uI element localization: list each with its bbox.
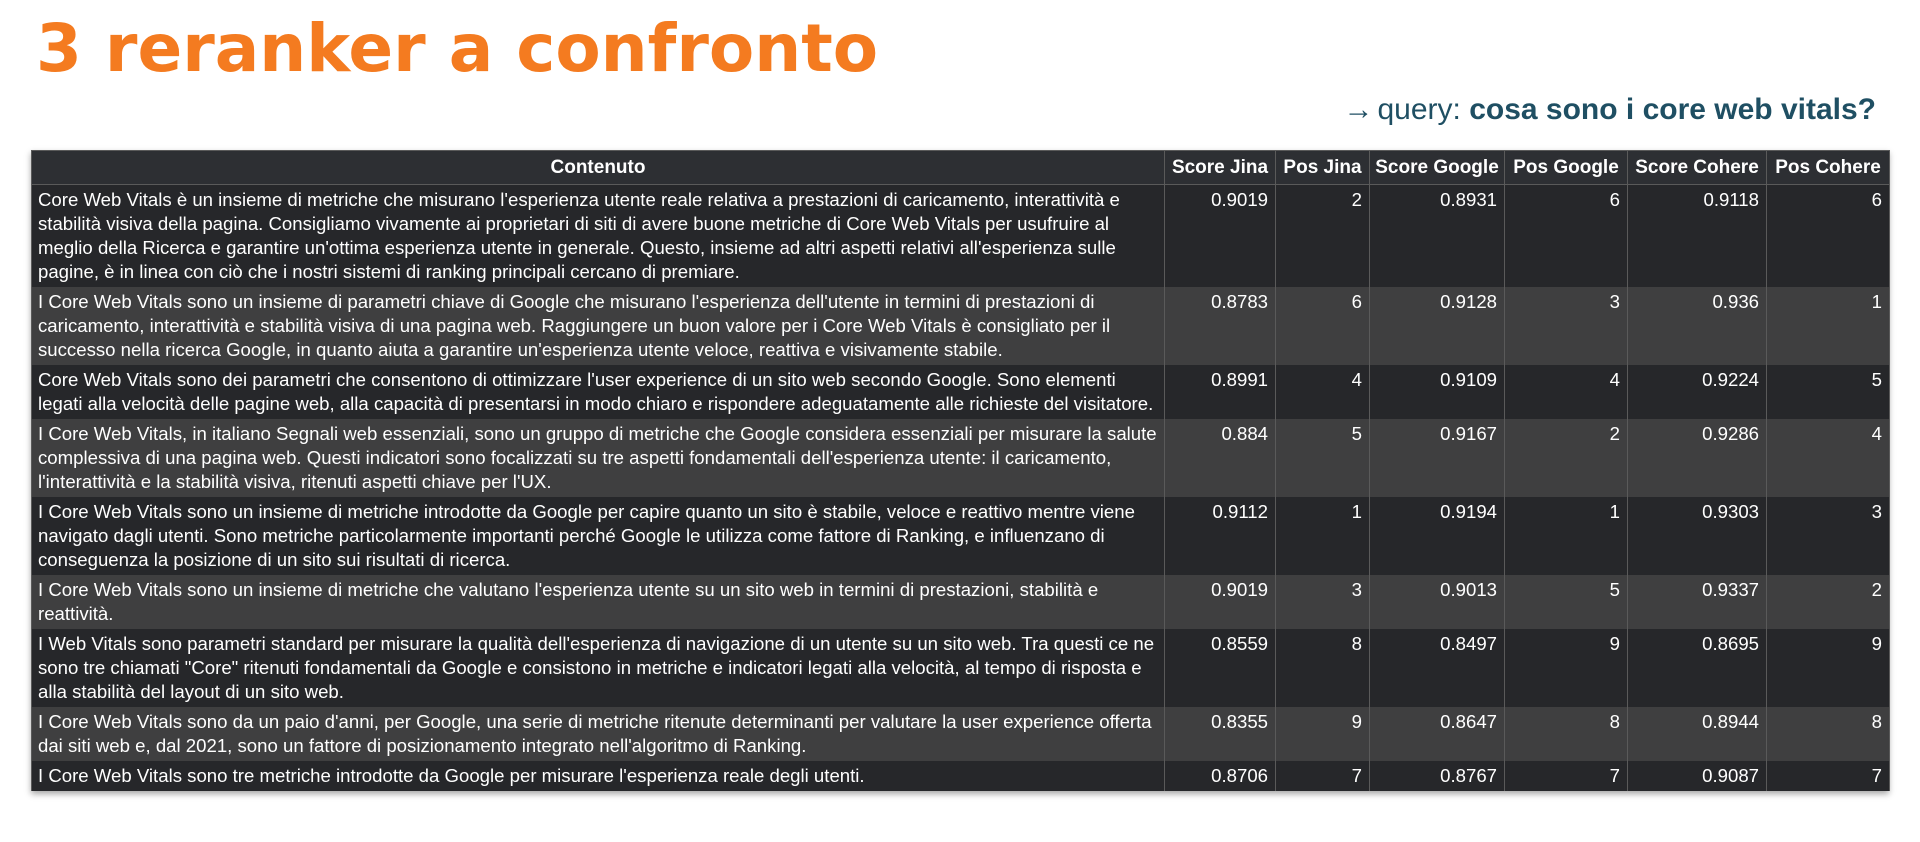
table-row [32, 287, 1890, 365]
cell-score-cohere: 0.8944 [1628, 707, 1767, 761]
query-label: query: [1377, 93, 1461, 126]
cell-content: I Core Web Vitals, in italiano Segnali web essenziali, sono un gruppo di metriche che Google considera essenziali per misurare la salute complessiva di una pagina web. Questi indicatori sono focalizzati su tre aspetti fondamentali dell'esperienza utente: il caricamento, l'interattività e la stabilità visiva, ritenuti aspetti chiave per l'UX. [32, 419, 1165, 497]
cell-pos-google: 5 [1505, 575, 1628, 629]
comparison-table-container [31, 150, 1889, 791]
cell-pos-jina: 7 [1276, 761, 1370, 791]
cell-score-google: 0.9194 [1370, 497, 1505, 575]
cell-score-google: 0.9013 [1370, 575, 1505, 629]
cell-pos-cohere: 6 [1767, 185, 1890, 288]
cell-score-jina: 0.9112 [1165, 497, 1276, 575]
cell-pos-google: 1 [1505, 497, 1628, 575]
column-header-pos-google: Pos Google [1505, 151, 1628, 185]
table-row [32, 761, 1890, 791]
cell-score-google: 0.9109 [1370, 365, 1505, 419]
cell-pos-jina: 3 [1276, 575, 1370, 629]
cell-pos-cohere: 1 [1767, 287, 1890, 365]
table-header-row [32, 151, 1890, 185]
cell-pos-google: 3 [1505, 287, 1628, 365]
cell-content: I Core Web Vitals sono tre metriche introdotte da Google per misurare l'esperienza reale degli utenti. [32, 761, 1165, 791]
column-header-score-cohere: Score Cohere [1628, 151, 1767, 185]
query-line [1343, 86, 1876, 134]
cell-pos-jina: 9 [1276, 707, 1370, 761]
cell-pos-jina: 8 [1276, 629, 1370, 707]
table-row [32, 365, 1890, 419]
cell-pos-google: 9 [1505, 629, 1628, 707]
cell-content: Core Web Vitals sono dei parametri che consentono di ottimizzare l'user experience di un sito web secondo Google. Sono elementi legati alla velocità delle pagine web, alla capacità di presentarsi in modo chiaro e rispondere adeguatamente alle richieste del visitatore. [32, 365, 1165, 419]
cell-score-google: 0.8931 [1370, 185, 1505, 288]
page-title: 3 reranker a confronto [36, 10, 879, 87]
comparison-table [31, 150, 1890, 791]
cell-pos-google: 2 [1505, 419, 1628, 497]
cell-score-google: 0.8647 [1370, 707, 1505, 761]
cell-score-jina: 0.8783 [1165, 287, 1276, 365]
cell-content: I Core Web Vitals sono un insieme di metriche che valutano l'esperienza utente su un sito web in termini di prestazioni, stabilità e reattività. [32, 575, 1165, 629]
cell-content: I Core Web Vitals sono da un paio d'anni, per Google, una serie di metriche ritenute determinanti per valutare la user experience offerta dai siti web e, dal 2021, sono un fattore di posizionamento integrato nell'algoritmo di Ranking. [32, 707, 1165, 761]
table-row [32, 575, 1890, 629]
cell-score-cohere: 0.9224 [1628, 365, 1767, 419]
cell-score-cohere: 0.9303 [1628, 497, 1767, 575]
column-header-score-jina: Score Jina [1165, 151, 1276, 185]
cell-content: I Core Web Vitals sono un insieme di metriche introdotte da Google per capire quanto un sito è stabile, veloce e reattivo mentre viene navigato dagli utenti. Sono metriche particolarmente importanti perché Google le utilizza come fattore di Ranking, e influenzano di conseguenza la posizione di un sito sui risultati di ricerca. [32, 497, 1165, 575]
cell-score-jina: 0.9019 [1165, 575, 1276, 629]
cell-pos-cohere: 2 [1767, 575, 1890, 629]
cell-score-jina: 0.9019 [1165, 185, 1276, 288]
cell-content: Core Web Vitals è un insieme di metriche che misurano l'esperienza utente reale relativa a prestazioni di caricamento, interattività e stabilità visiva della pagina. Consigliamo vivamente ai proprietari di siti di avere buone metriche di Core Web Vitals per usufruire al meglio della Ricerca e garantire un'ottima esperienza utente in generale. Questo, insieme ad altri aspetti relativi all'esperienza sulle pagine, è in linea con ciò che i nostri sistemi di ranking principali cercano di premiare. [32, 185, 1165, 288]
cell-pos-cohere: 9 [1767, 629, 1890, 707]
table-row [32, 185, 1890, 288]
cell-pos-google: 8 [1505, 707, 1628, 761]
cell-score-jina: 0.8559 [1165, 629, 1276, 707]
cell-pos-cohere: 8 [1767, 707, 1890, 761]
column-header-pos-cohere: Pos Cohere [1767, 151, 1890, 185]
cell-score-google: 0.9167 [1370, 419, 1505, 497]
cell-pos-google: 4 [1505, 365, 1628, 419]
cell-score-cohere: 0.9087 [1628, 761, 1767, 791]
cell-content: I Web Vitals sono parametri standard per misurare la qualità dell'esperienza di navigazione di un utente su un sito web. Tra questi ce ne sono tre chiamati "Core" ritenuti fondamentali da Google e consistono in metriche e indicatori legati alla velocità, al tempo di risposta e alla stabilità del layout di un sito web. [32, 629, 1165, 707]
cell-pos-jina: 2 [1276, 185, 1370, 288]
cell-score-cohere: 0.936 [1628, 287, 1767, 365]
cell-score-jina: 0.884 [1165, 419, 1276, 497]
cell-pos-cohere: 7 [1767, 761, 1890, 791]
cell-content: I Core Web Vitals sono un insieme di parametri chiave di Google che misurano l'esperienza dell'utente in termini di prestazioni di caricamento, interattività e stabilità visiva di una pagina web. Raggiungere un buon valore per i Core Web Vitals è consigliato per il successo nella ricerca Google, in quanto aiuta a garantire un'esperienza utente veloce, reattiva e visivamente stabile. [32, 287, 1165, 365]
cell-score-google: 0.8497 [1370, 629, 1505, 707]
cell-pos-jina: 5 [1276, 419, 1370, 497]
table-row [32, 707, 1890, 761]
column-header-contenuto: Contenuto [32, 151, 1165, 185]
column-header-score-google: Score Google [1370, 151, 1505, 185]
cell-score-google: 0.8767 [1370, 761, 1505, 791]
cell-pos-jina: 1 [1276, 497, 1370, 575]
column-header-pos-jina: Pos Jina [1276, 151, 1370, 185]
cell-pos-google: 7 [1505, 761, 1628, 791]
cell-score-jina: 0.8706 [1165, 761, 1276, 791]
arrow-right-icon: → [1343, 93, 1374, 126]
cell-pos-cohere: 4 [1767, 419, 1890, 497]
cell-pos-jina: 6 [1276, 287, 1370, 365]
cell-score-jina: 0.8355 [1165, 707, 1276, 761]
query-text: cosa sono i core web vitals? [1469, 93, 1876, 126]
cell-score-cohere: 0.9286 [1628, 419, 1767, 497]
cell-score-jina: 0.8991 [1165, 365, 1276, 419]
table-row [32, 497, 1890, 575]
cell-pos-cohere: 5 [1767, 365, 1890, 419]
cell-score-google: 0.9128 [1370, 287, 1505, 365]
cell-score-cohere: 0.9118 [1628, 185, 1767, 288]
table-row [32, 629, 1890, 707]
cell-pos-cohere: 3 [1767, 497, 1890, 575]
cell-score-cohere: 0.8695 [1628, 629, 1767, 707]
cell-pos-google: 6 [1505, 185, 1628, 288]
cell-pos-jina: 4 [1276, 365, 1370, 419]
cell-score-cohere: 0.9337 [1628, 575, 1767, 629]
table-row [32, 419, 1890, 497]
